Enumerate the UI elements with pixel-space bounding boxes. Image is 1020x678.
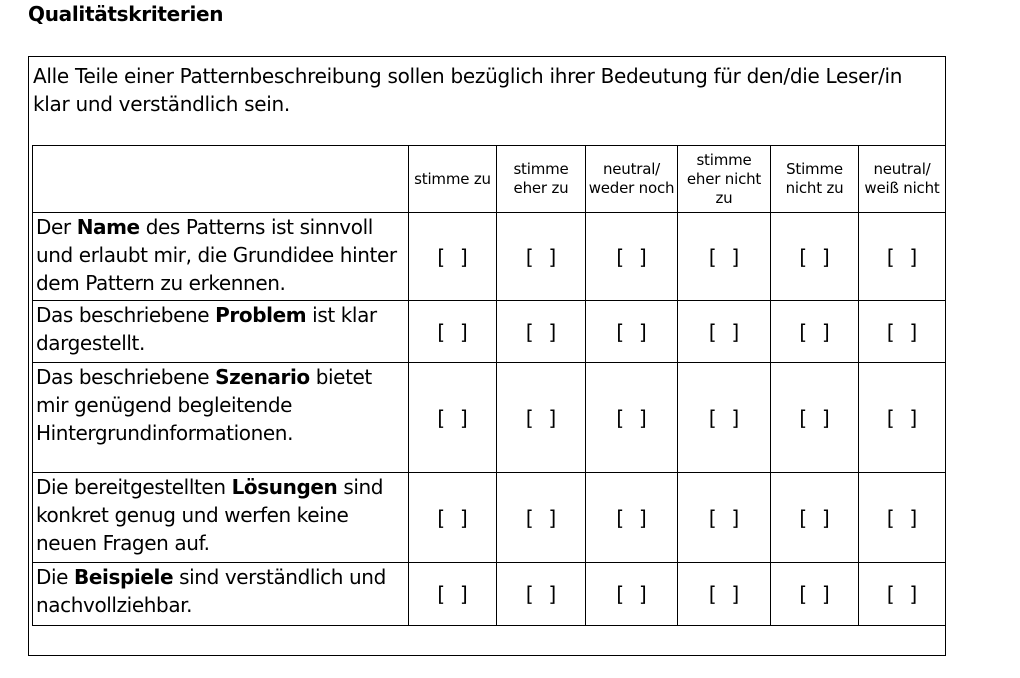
rating-option[interactable]: [ ] xyxy=(586,563,678,626)
rating-option[interactable]: [ ] xyxy=(771,363,859,473)
rating-option[interactable]: [ ] xyxy=(678,301,771,363)
column-header: neutral/ weiß nicht xyxy=(859,146,946,213)
page-heading: Qualitätskriterien xyxy=(28,2,224,26)
rating-option[interactable]: [ ] xyxy=(771,473,859,563)
rating-option[interactable]: [ ] xyxy=(678,563,771,626)
rating-option[interactable]: [ ] xyxy=(771,213,859,301)
column-header: neutral/ weder noch xyxy=(586,146,678,213)
rating-option[interactable]: [ ] xyxy=(409,363,497,473)
rating-option[interactable]: [ ] xyxy=(771,563,859,626)
rating-option[interactable]: [ ] xyxy=(497,363,586,473)
criterion-keyword: Name xyxy=(76,215,140,239)
criterion-cell: Das beschriebene Problem ist klar dargestellt. xyxy=(33,301,409,363)
criterion-cell: Der Name des Patterns ist sinnvoll und erlaubt mir, die Grundidee hinter dem Pattern zu erkennen. xyxy=(33,213,409,301)
column-header: Stimme nicht zu xyxy=(771,146,859,213)
rating-option[interactable]: [ ] xyxy=(497,473,586,563)
column-header: stimme eher zu xyxy=(497,146,586,213)
rating-table xyxy=(32,145,946,626)
rating-option[interactable]: [ ] xyxy=(586,301,678,363)
rating-option[interactable]: [ ] xyxy=(409,473,497,563)
rating-option[interactable]: [ ] xyxy=(678,213,771,301)
header-row xyxy=(33,146,946,213)
rating-option[interactable]: [ ] xyxy=(409,563,497,626)
rating-option[interactable]: [ ] xyxy=(771,301,859,363)
table-row xyxy=(33,213,946,301)
table-row xyxy=(33,563,946,626)
table-row xyxy=(33,301,946,363)
rating-option[interactable]: [ ] xyxy=(409,301,497,363)
rating-option[interactable]: [ ] xyxy=(859,563,946,626)
table-row xyxy=(33,363,946,473)
rating-option[interactable]: [ ] xyxy=(678,473,771,563)
rating-option[interactable]: [ ] xyxy=(497,563,586,626)
rating-option[interactable]: [ ] xyxy=(859,301,946,363)
rating-option[interactable]: [ ] xyxy=(497,213,586,301)
criterion-keyword: Szenario xyxy=(215,365,310,389)
criterion-cell: Die Beispiele sind verständlich und nachvollziehbar. xyxy=(33,563,409,626)
column-header: stimme eher nicht zu xyxy=(678,146,771,213)
criterion-keyword: Problem xyxy=(215,303,307,327)
rating-option[interactable]: [ ] xyxy=(497,301,586,363)
column-header: stimme zu xyxy=(409,146,497,213)
rating-option[interactable]: [ ] xyxy=(678,363,771,473)
table-row xyxy=(33,473,946,563)
rating-option[interactable]: [ ] xyxy=(409,213,497,301)
criterion-cell: Die bereitgestellten Lösungen sind konkret genug und werfen keine neuen Fragen auf. xyxy=(33,473,409,563)
criterion-cell: Das beschriebene Szenario bietet mir genügend begleitende Hintergrundinformationen. xyxy=(33,363,409,473)
criterion-keyword: Beispiele xyxy=(74,565,174,589)
rating-option[interactable]: [ ] xyxy=(859,213,946,301)
rating-option[interactable]: [ ] xyxy=(586,213,678,301)
criteria-header-cell xyxy=(33,146,409,213)
criterion-keyword: Lösungen xyxy=(231,475,338,499)
rating-option[interactable]: [ ] xyxy=(859,363,946,473)
intro-text: Alle Teile einer Patternbeschreibung sollen bezüglich ihrer Bedeutung für den/die Leser/in klar und verständlich sein. xyxy=(33,64,903,116)
rating-option[interactable]: [ ] xyxy=(859,473,946,563)
rating-option[interactable]: [ ] xyxy=(586,363,678,473)
rating-option[interactable]: [ ] xyxy=(586,473,678,563)
